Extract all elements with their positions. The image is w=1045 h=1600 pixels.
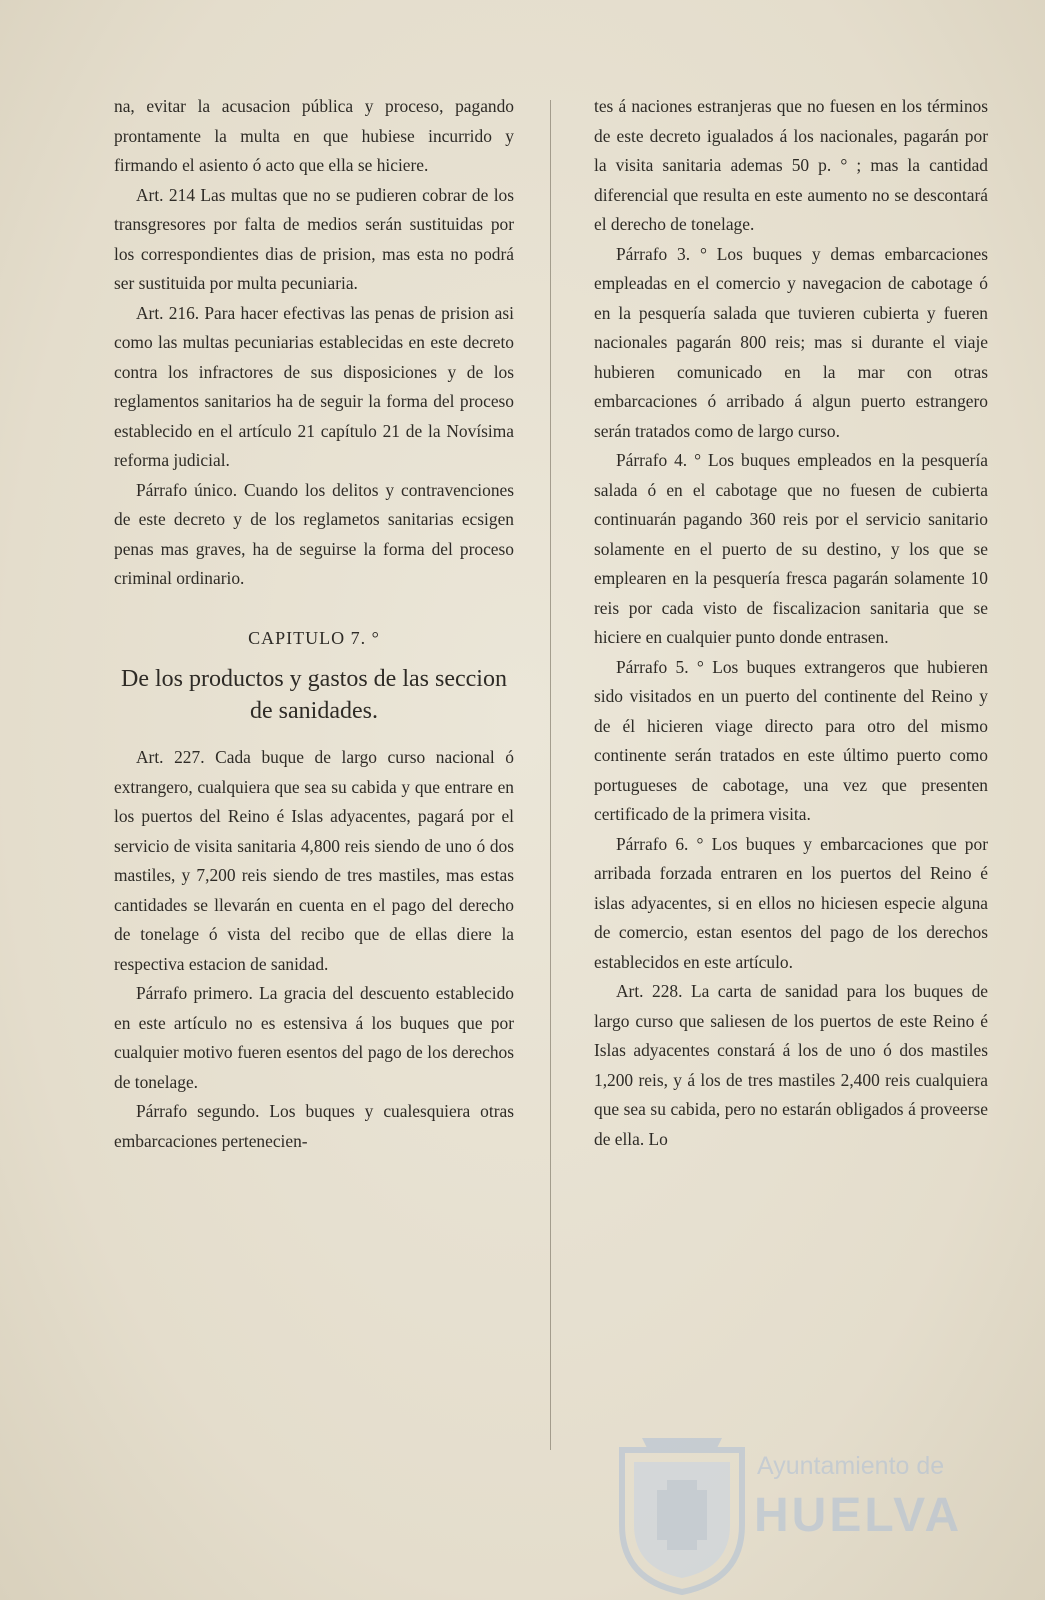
paragraph: Art. 228. La carta de sanidad para los buques de largo curso que saliesen de los puertos de este Reino é Islas adyacentes constará á los de uno ó dos mastiles 1,200 reis, y á los de tres mastiles 2,400 reis cualquiera que sea su cabida, pero no estarán obligados á proveerse de ella. Lo bbox=[594, 981, 988, 1149]
chapter-label: CAPITULO 7. ° bbox=[248, 627, 380, 648]
paragraph: Párrafo 5. ° Los buques extrangeros que hubieren sido visitados en un puerto del continente del Reino y de él hicieren viage directo para otro del mismo continente serán tratados en este último puerto como portugueses de cabotage, una vez que presenten certificado de la primera visita. bbox=[594, 656, 988, 824]
paragraph: Art. 216. Para hacer efectivas las penas de prision asi como las multas pecuniarias establecidas en este decreto contra los infractores de sus disposiciones y de los reglamentos sanitarios ha de seguir la forma del proceso establecido en el artículo 21 capítulo 21 de la Novísima reforma judicial. bbox=[114, 302, 514, 470]
paragraph: na, evitar la acusacion pública y proceso, pagando prontamente la multa en que hubiese incurrido y firmando el asiento ó acto que ella se hiciere. bbox=[114, 96, 514, 175]
right-column bbox=[594, 92, 988, 1154]
chapter-title: De los productos y gastos de las seccion de sanidades. bbox=[121, 666, 507, 724]
watermark bbox=[612, 1430, 1032, 1595]
column-divider bbox=[550, 100, 551, 1450]
paragraph: Párrafo 3. ° Los buques y demas embarcaciones empleadas en el comercio y navegacion de cabotage ó en la pesquería salada que tuvieren cubierta y fueren nacionales pagarán 800 reis; mas si durante el viaje hubieren comunicado en la mar con otras embarcaciones ó arribado á algun puerto estrangero serán tratados como de largo curso. bbox=[594, 243, 988, 441]
left-column bbox=[114, 92, 514, 1156]
paragraph: Párrafo 4. ° Los buques empleados en la pesquería salada ó en el cabotage que no fuesen de cubierta continuarán pagando 360 reis por el servicio sanitario solamente en el puerto de su destino, y los que se emplearen en la pesquería fresca pagarán solamente 10 reis por cada visto de fiscalizacion sanitaria que se hiciere en cualquier punto donde entrasen. bbox=[594, 450, 988, 647]
paragraph: Párrafo primero. La gracia del descuento establecido en este artículo no es estensiva á los buques que por cualquier motivo fueren esentos del pago de los derechos de tonelage. bbox=[114, 983, 514, 1092]
watermark-line-1: Ayuntamiento de bbox=[757, 1452, 945, 1480]
paragraph: Párrafo único. Cuando los delitos y contravenciones de este decreto y de los reglametos sanitarias ecsigen penas mas graves, ha de seguirse la forma del proceso criminal ordinario. bbox=[114, 479, 514, 588]
paragraph: Art. 227. Cada buque de largo curso nacional ó extrangero, cualquiera que sea su cabida y que entrare en los puertos del Reino é Islas adyacentes, pagará por el servicio de visita sanitaria 4,800 reis siendo de uno ó dos mastiles, y 7,200 reis siendo de tres mastiles, mas estas cantidades se llevarán en cuenta en el pago del derecho de tonelage ó vista del recibo que de ellas diere la respectiva estacion de sanidad. bbox=[114, 747, 514, 974]
watermark-line-2: HUELVA bbox=[754, 1489, 963, 1542]
paragraph: Párrafo 6. ° Los buques y embarcaciones que por arribada forzada entraren en los puertos del Reino é islas adyacentes, si en ellos no hiciesen especie alguna de comercio, estan esentos del pago de los derechos establecidos en este artículo. bbox=[594, 833, 988, 972]
coat-of-arms-icon bbox=[612, 1430, 752, 1595]
paragraph: Párrafo segundo. Los buques y cualesquiera otras embarcaciones pertenecien- bbox=[114, 1101, 514, 1151]
paragraph: Art. 214 Las multas que no se pudieren cobrar de los transgresores por falta de medios serán sustituidas por los correspondientes dias de prision, mas esta no podrá ser sustituida por multa pecuniaria. bbox=[114, 184, 514, 293]
paragraph: tes á naciones estranjeras que no fuesen en los términos de este decreto igualados á los nacionales, pagarán por la visita sanitaria ademas 50 p. ° ; mas la cantidad diferencial que resulta en este aumento no se descontará el derecho de tonelage. bbox=[594, 96, 988, 234]
